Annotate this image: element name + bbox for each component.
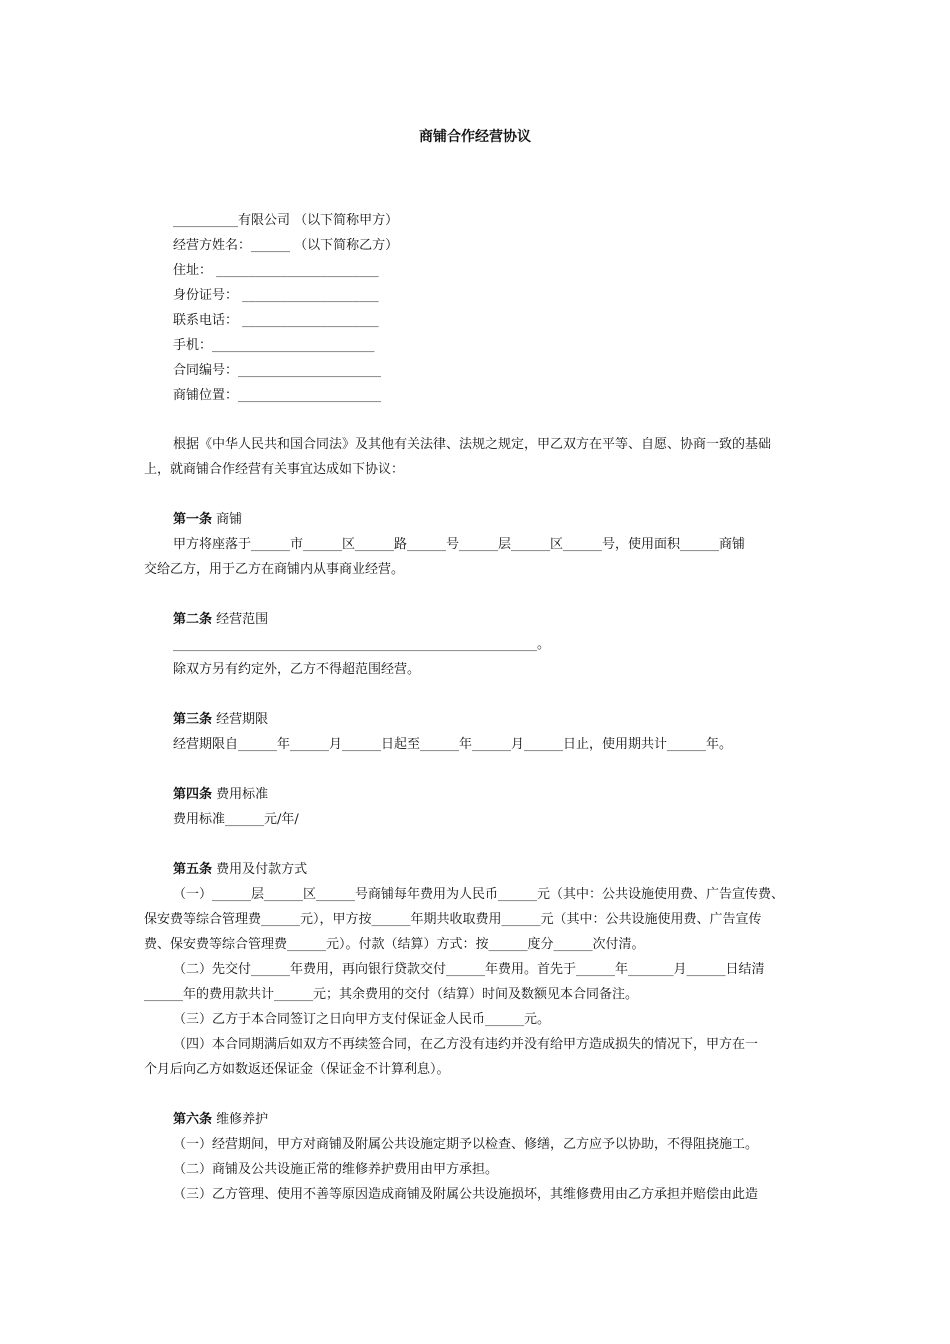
contract-number-line: 合同编号：______________________ [173,363,382,378]
article-line: 保安费等综合管理费______元），甲方按______年期共收取费用______元（其中：公共设施使用费、广告宣传 [144,912,762,927]
article-heading: 第一条 [173,512,213,527]
phone-line: 联系电话： _____________________ [173,313,379,328]
article-3 [144,707,812,757]
address-line: 住址： _________________________ [173,263,379,278]
article-2 [144,607,812,682]
article-line: 费、保安费等综合管理费______元）。付款（结算）方式：按______度分______次付清。 [144,937,645,952]
article-heading-text: 经营期限 [216,712,269,727]
article-line: （三）乙方管理、使用不善等原因造成商铺及附属公共设施损坏，其维修费用由乙方承担并赔偿由此造 [173,1187,759,1202]
party-b-name-line: 经营方姓名：______ （以下简称乙方） [173,238,399,253]
article-line: 经营期限自______年______月______日起至______年______月______日止，使用期共计______年。 [173,737,733,752]
article-6 [144,1107,812,1207]
article-line: ________________________________________________________。 [173,637,550,652]
article-heading: 第三条 [173,712,213,727]
shop-location-line: 商铺位置：______________________ [173,388,382,403]
article-heading-text: 维修养护 [216,1112,269,1127]
article-line: （二）先交付______年费用，再向银行贷款交付______年费用。首先于______年_______月______日结清 [173,962,765,977]
article-heading-text: 费用标准 [216,787,269,802]
article-heading: 第四条 [173,787,213,802]
preamble-line: 根据《中华人民共和国合同法》及其他有关法律、法规之规定，甲乙双方在平等、自愿、协商一致的基础 [173,437,772,452]
preamble-line: 上，就商铺合作经营有关事宜达成如下协议： [144,462,405,477]
id-number-line: 身份证号： _____________________ [173,288,379,303]
article-heading: 第二条 [173,612,213,627]
party-info [144,208,812,408]
article-line: （四）本合同期满后如双方不再续签合同，在乙方没有违约并没有给甲方造成损失的情况下，甲方在一 [173,1037,759,1052]
preamble [144,432,812,482]
document-title: 商铺合作经营协议 [419,129,531,145]
article-line: ______年的费用款共计______元；其余费用的交付（结算）时间及数额见本合同备注。 [144,987,639,1002]
article-line: 除双方另有约定外，乙方不得超范围经营。 [173,662,421,677]
article-5 [144,857,812,1082]
article-heading-text: 商铺 [216,512,243,527]
article-4 [144,782,812,832]
article-heading: 第六条 [173,1112,213,1127]
article-heading-text: 经营范围 [216,612,269,627]
article-line: （二）商铺及公共设施正常的维修养护费用由甲方承担。 [173,1162,499,1177]
article-heading: 第五条 [173,862,213,877]
article-line: 个月后向乙方如数返还保证金（保证金不计算利息）。 [144,1062,450,1077]
party-a-line: __________有限公司 （以下简称甲方） [173,213,399,228]
article-line: 交给乙方，用于乙方在商铺内从事商业经营。 [144,562,405,577]
article-line: 甲方将座落于______市______区______路______号______层______区______号，使用面积______商铺 [173,537,746,552]
article-line: 费用标准______元/年/ [173,812,299,827]
article-1 [144,507,812,582]
article-line: （一）______层______区______号商铺每年费用为人民币______元（其中：公共设施使用费、广告宣传费、 [173,887,785,902]
mobile-line: 手机：_________________________ [173,338,375,353]
article-line: （三）乙方于本合同签订之日向甲方支付保证金人民币______元。 [173,1012,551,1027]
article-heading-text: 费用及付款方式 [216,862,308,877]
article-line: （一）经营期间，甲方对商铺及附属公共设施定期予以检查、修缮，乙方应予以协助，不得阻挠施工。 [173,1137,759,1152]
